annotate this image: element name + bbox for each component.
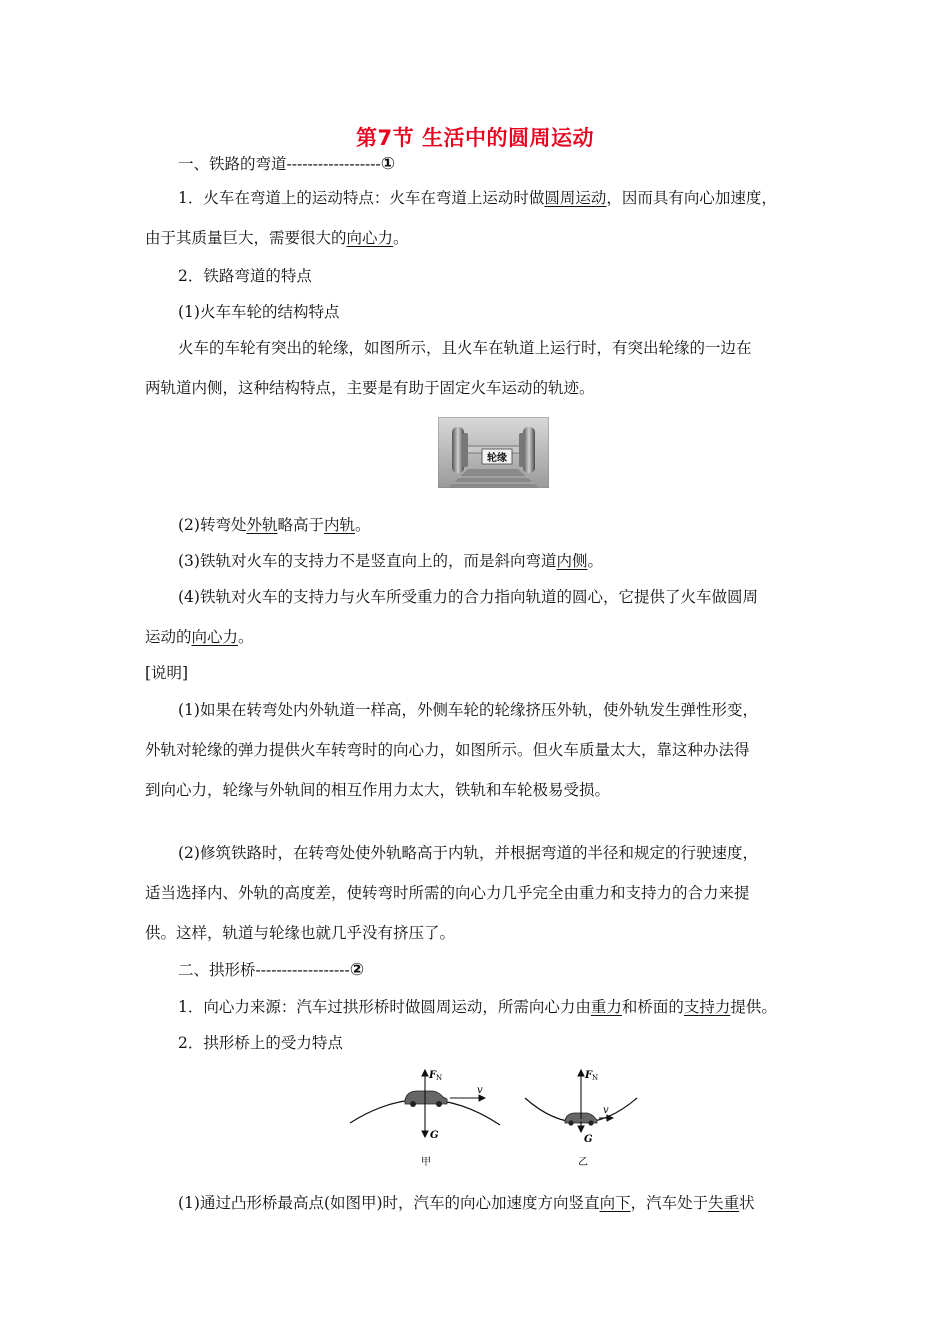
underlined-term: 内轨 (324, 516, 356, 534)
wheel-flange-label: 轮缘 (487, 453, 507, 464)
note-1-line-1: (1)如果在转弯处内外轨道一样高，外侧车轮的轮缘挤压外轨，使外轨发生弹性形变， (178, 701, 758, 719)
convex-bridge-diagram (350, 1070, 500, 1168)
velocity-label: v (477, 1085, 483, 1096)
normal-force-subscript: N (436, 1074, 443, 1082)
wheel-flange-figure (438, 417, 549, 488)
note-2-line-3: 供。这样，轨道与轮缘也就几乎没有挤压了。 (145, 924, 456, 942)
page-title: 第7节 生活中的圆周运动 (356, 126, 594, 150)
underlined-term: 重力 (590, 998, 622, 1016)
underlined-term: 支持力 (683, 998, 731, 1016)
paragraph-2-1-line-2: 两轨道内侧，这种结构特点，主要是有助于固定火车运动的轨迹。 (145, 379, 595, 397)
note-2-line-2: 适当选择内、外轨的高度差，使转弯时所需的向心力几乎完全由重力和支持力的合力来提 (145, 884, 750, 902)
normal-force-label: F (429, 1070, 437, 1081)
underlined-term: 向心力 (191, 628, 239, 646)
diagram-a-label: 甲 (421, 1157, 431, 1168)
paragraph-2-4-line-1: (4)铁轨对火车的支持力与火车所受重力的合力指向轨道的圆心，它提供了火车做圆周 (178, 588, 758, 606)
paragraph-1-line-1: 1．火车在弯道上的运动特点：火车在弯道上运动时做圆周运动，因而具有向心加速度， (178, 189, 777, 207)
paragraph-1-line-2: 由于其质量巨大，需要很大的向心力。 (145, 229, 409, 247)
bridge-paragraph-2-1: (1)通过凸形桥最高点(如图甲)时，汽车的向心加速度方向竖直向下，汽车处于失重状 (178, 1194, 755, 1212)
underlined-term: 向下 (599, 1194, 631, 1212)
underlined-term: 向心力 (346, 229, 394, 247)
note-2-line-1: (2)修筑铁路时，在转弯处使外轨略高于内轨，并根据弯道的半径和规定的行驶速度， (178, 844, 758, 862)
underlined-term: 圆周运动 (544, 189, 607, 207)
note-label: [说明] (145, 664, 189, 682)
normal-force-subscript: N (592, 1074, 599, 1082)
section-heading-railway: 一、铁路的弯道------------------① (178, 154, 396, 174)
paragraph-2-3: (3)铁轨对火车的支持力不是竖直向上的，而是斜向弯道内侧。 (178, 552, 603, 570)
velocity-label: v (603, 1105, 609, 1116)
gravity-label: G (430, 1130, 439, 1141)
underlined-term: 内侧 (556, 552, 588, 570)
bridge-paragraph-2-heading: 2．拱形桥上的受力特点 (178, 1034, 343, 1052)
normal-force-label: F (585, 1070, 593, 1081)
paragraph-2-1-line-1: 火车的车轮有突出的轮缘，如图所示，且火车在轨道上运行时，有突出轮缘的一边在 (178, 339, 752, 357)
paragraph-2-2: (2)转弯处外轨略高于内轨。 (178, 516, 371, 534)
note-1-line-2: 外轨对轮缘的弹力提供火车转弯时的向心力，如图所示。但火车质量太大，靠这种办法得 (145, 741, 750, 759)
underlined-term: 外轨 (246, 516, 278, 534)
diagram-b-label: 乙 (578, 1157, 588, 1168)
car-icon (405, 1091, 447, 1107)
marker-2: ② (349, 960, 365, 980)
paragraph-2-heading: 2．铁路弯道的特点 (178, 267, 312, 285)
note-1-line-3: 到向心力，轮缘与外轨间的相互作用力太大，铁轨和车轮极易受损。 (145, 781, 611, 799)
paragraph-2-4-line-2: 运动的向心力。 (145, 628, 254, 646)
bridge-paragraph-1: 1．向心力来源：汽车过拱形桥时做圆周运动，所需向心力由重力和桥面的支持力提供。 (178, 998, 777, 1016)
section-heading-arch-bridge: 二、拱形桥------------------② (178, 960, 365, 980)
marker-1: ① (380, 154, 396, 174)
paragraph-2-1-heading: (1)火车车轮的结构特点 (178, 303, 340, 321)
bridge-force-diagrams (345, 1065, 645, 1175)
underlined-term: 失重 (708, 1194, 740, 1212)
wheel-image (438, 417, 549, 488)
gravity-label: G (584, 1134, 593, 1145)
concave-bridge-diagram (525, 1070, 637, 1168)
